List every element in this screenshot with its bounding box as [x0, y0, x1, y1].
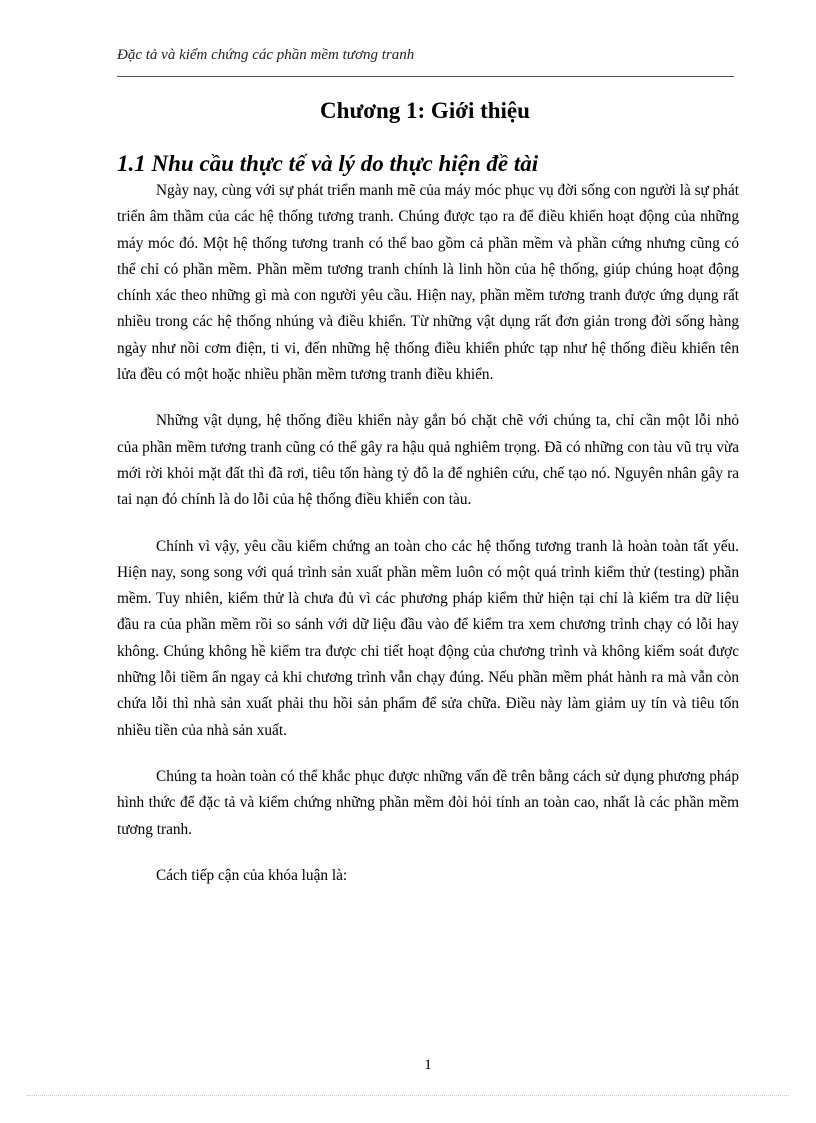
paragraph: Ngày nay, cùng với sự phát triển manh mẽ của máy móc phục vụ đời sống con người là sự phát triển âm thầm của các hệ thống tương tranh. Chúng được tạo ra để điều khiển hoạt động của những máy móc đó. Một hệ thống tương tranh có thể bao gồm cả phần mềm và phần cứng nhưng cũng có thể chỉ có phần mềm. Phần mềm tương tranh chính là linh hồn của hệ thống, giúp chúng hoạt động chính xác theo những gì mà con người yêu cầu. Hiện nay, phần mềm tương tranh được ứng dụng rất nhiều trong các hệ thống nhúng và điều khiển. Từ những vật dụng rất đơn giản trong đời sống hàng ngày như nồi cơm điện, ti vi, đến những hệ thống điều khiển phức tạp như hệ thống điều khiển tên lửa đều có một hoặc nhiều phần mềm tương tranh điều khiển.	[117, 182, 739, 384]
paragraph: Chính vì vậy, yêu cầu kiểm chứng an toàn cho các hệ thống tương tranh là hoàn toàn tất yếu. Hiện nay, song song với quá trình sản xuất phần mềm luôn có một quá trình kiểm thử (testing) phần mềm. Tuy nhiên, kiểm thử là chưa đủ vì các phương pháp kiểm thử hiện tại chỉ là kiểm tra dữ liệu đầu ra của phần mềm rồi so sánh với dữ liệu đầu vào để kiểm tra xem chương trình chạy có lỗi hay không. Chúng không hề kiểm tra được chi tiết hoạt động của chương trình và không kiểm soát được những lỗi tiềm ẩn ngay cả khi chương trình vẫn chạy đúng. Nếu phần mềm phát hành ra mà vẫn còn chứa lỗi thì nhà sản xuất phải thu hồi sản phẩm để sửa chữa. Điều này làm giảm uy tín và tiêu tốn nhiều tiền của nhà sản xuất.	[117, 537, 739, 739]
paragraph: Cách tiếp cận của khóa luận là:	[156, 866, 348, 884]
page-bottom-divider	[27, 1095, 789, 1096]
header-divider	[117, 76, 734, 77]
chapter-title: Chương 1: Giới thiệu	[320, 98, 530, 123]
paragraph: Những vật dụng, hệ thống điều khiển này gắn bó chặt chẽ với chúng ta, chỉ cần một lỗi nhỏ của phần mềm tương tranh cũng có thể gây ra hậu quả nghiêm trọng. Đã có những con tàu vũ trụ vừa mới rời khỏi mặt đất thì đã rơi, tiêu tốn hàng tỷ đô la để nghiên cứu, chế tạo nó. Nguyên nhân gây ra tai nạn đó chính là do lỗi của hệ thống điều khiển con tàu.	[117, 412, 739, 509]
paragraph: Chúng ta hoàn toàn có thể khắc phục được những vấn đề trên bằng cách sử dụng phương pháp hình thức để đặc tả và kiểm chứng những phần mềm đòi hỏi tính an toàn cao, nhất là các phần mềm tương tranh.	[117, 767, 739, 838]
page-number: 1	[424, 1057, 432, 1073]
running-header: Đặc tả và kiểm chứng các phần mềm tương tranh	[117, 47, 415, 63]
section-title: 1.1 Nhu cầu thực tế và lý do thực hiện đề tài	[117, 151, 539, 176]
body-text	[117, 178, 739, 889]
